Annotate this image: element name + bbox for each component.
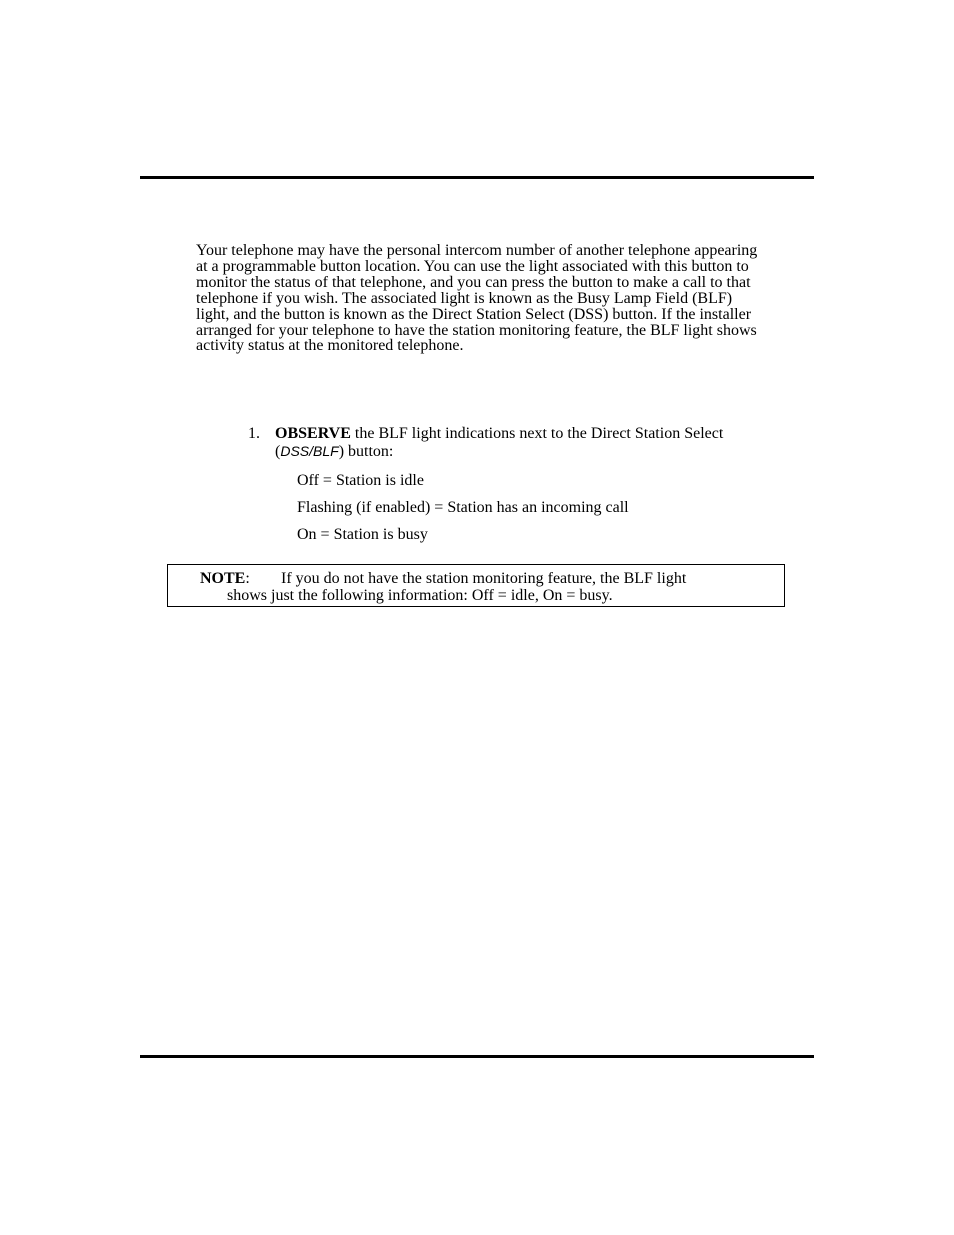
state-flashing: Flashing (if enabled) = Station has an incoming call <box>297 499 629 516</box>
note-text-1: If you do not have the station monitoring feature, the BLF light <box>281 570 687 587</box>
step-text-after: ) button: <box>338 442 394 460</box>
step-text <box>275 426 755 460</box>
step-number: 1. <box>248 425 260 442</box>
state-on: On = Station is busy <box>297 526 428 543</box>
top-rule <box>140 176 814 179</box>
note-colon: : <box>245 570 250 587</box>
bottom-rule <box>140 1055 814 1058</box>
note-box <box>167 564 785 607</box>
note-line-1 <box>200 570 687 587</box>
intro-paragraph: Your telephone may have the personal intercom number of another telephone appearing at a programmable button location. You can use the light associated with this button to monitor the status of that telephone, and you can press the button to make a call to that telephone if you wish. The associated light is known as the Busy Lamp Field (BLF) light, and the button is known as the Direct Station Select (DSS) button. If the installer arranged for your telephone to have the station monitoring feature, the BLF light shows activity status at the monitored telephone. <box>196 242 758 355</box>
step-action: OBSERVE <box>275 425 351 442</box>
note-label: NOTE <box>200 570 246 587</box>
dss-blf-button-label: DSS/BLF <box>280 442 339 459</box>
step-text-before: the BLF light indications next to the Direct Station Select ( <box>275 425 724 460</box>
note-line-2: shows just the following information: Off = idle, On = busy. <box>227 587 613 604</box>
state-off: Off = Station is idle <box>297 472 424 489</box>
